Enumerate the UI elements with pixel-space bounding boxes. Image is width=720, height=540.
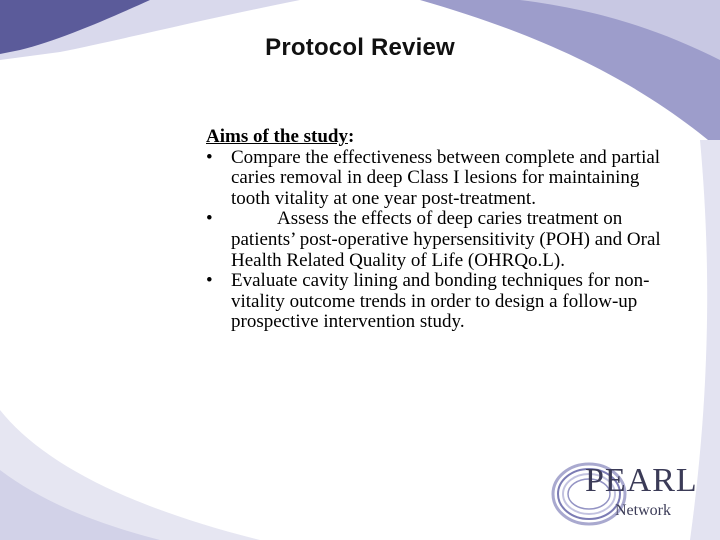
logo-name: PEARL: [585, 462, 698, 499]
aims-heading-colon: :: [347, 126, 355, 147]
list-item: [206, 148, 676, 210]
slide-content: [206, 127, 676, 333]
slide-title: Protocol Review: [265, 34, 455, 61]
bullet-icon: •: [206, 270, 213, 292]
aims-heading-text: Aims of the study: [206, 126, 348, 147]
list-item: [206, 209, 676, 271]
aim-text: Compare the effectiveness between complete and partial caries removal in deep Class I lesions for maintaining tooth vitality at one year post-treatment.: [231, 146, 661, 209]
logo-subtitle: Network: [615, 502, 671, 519]
aims-list: [206, 148, 676, 333]
aim-text-wrap: [231, 209, 676, 271]
aim-text: Evaluate cavity lining and bonding techniques for non-vitality outcome trends in order to design a follow-up prospective intervention study.: [231, 270, 650, 333]
aims-heading: [206, 127, 676, 148]
list-item: [206, 271, 676, 333]
bullet-icon: •: [206, 146, 213, 168]
bullet-icon: •: [206, 208, 213, 230]
aim-text: Assess the effects of deep caries treatment on patients’ post-operative hypersensitivity (POH) and Oral Health Related Quality of Life (OHRQo.L).: [231, 208, 661, 271]
pearl-network-logo: [549, 458, 698, 528]
